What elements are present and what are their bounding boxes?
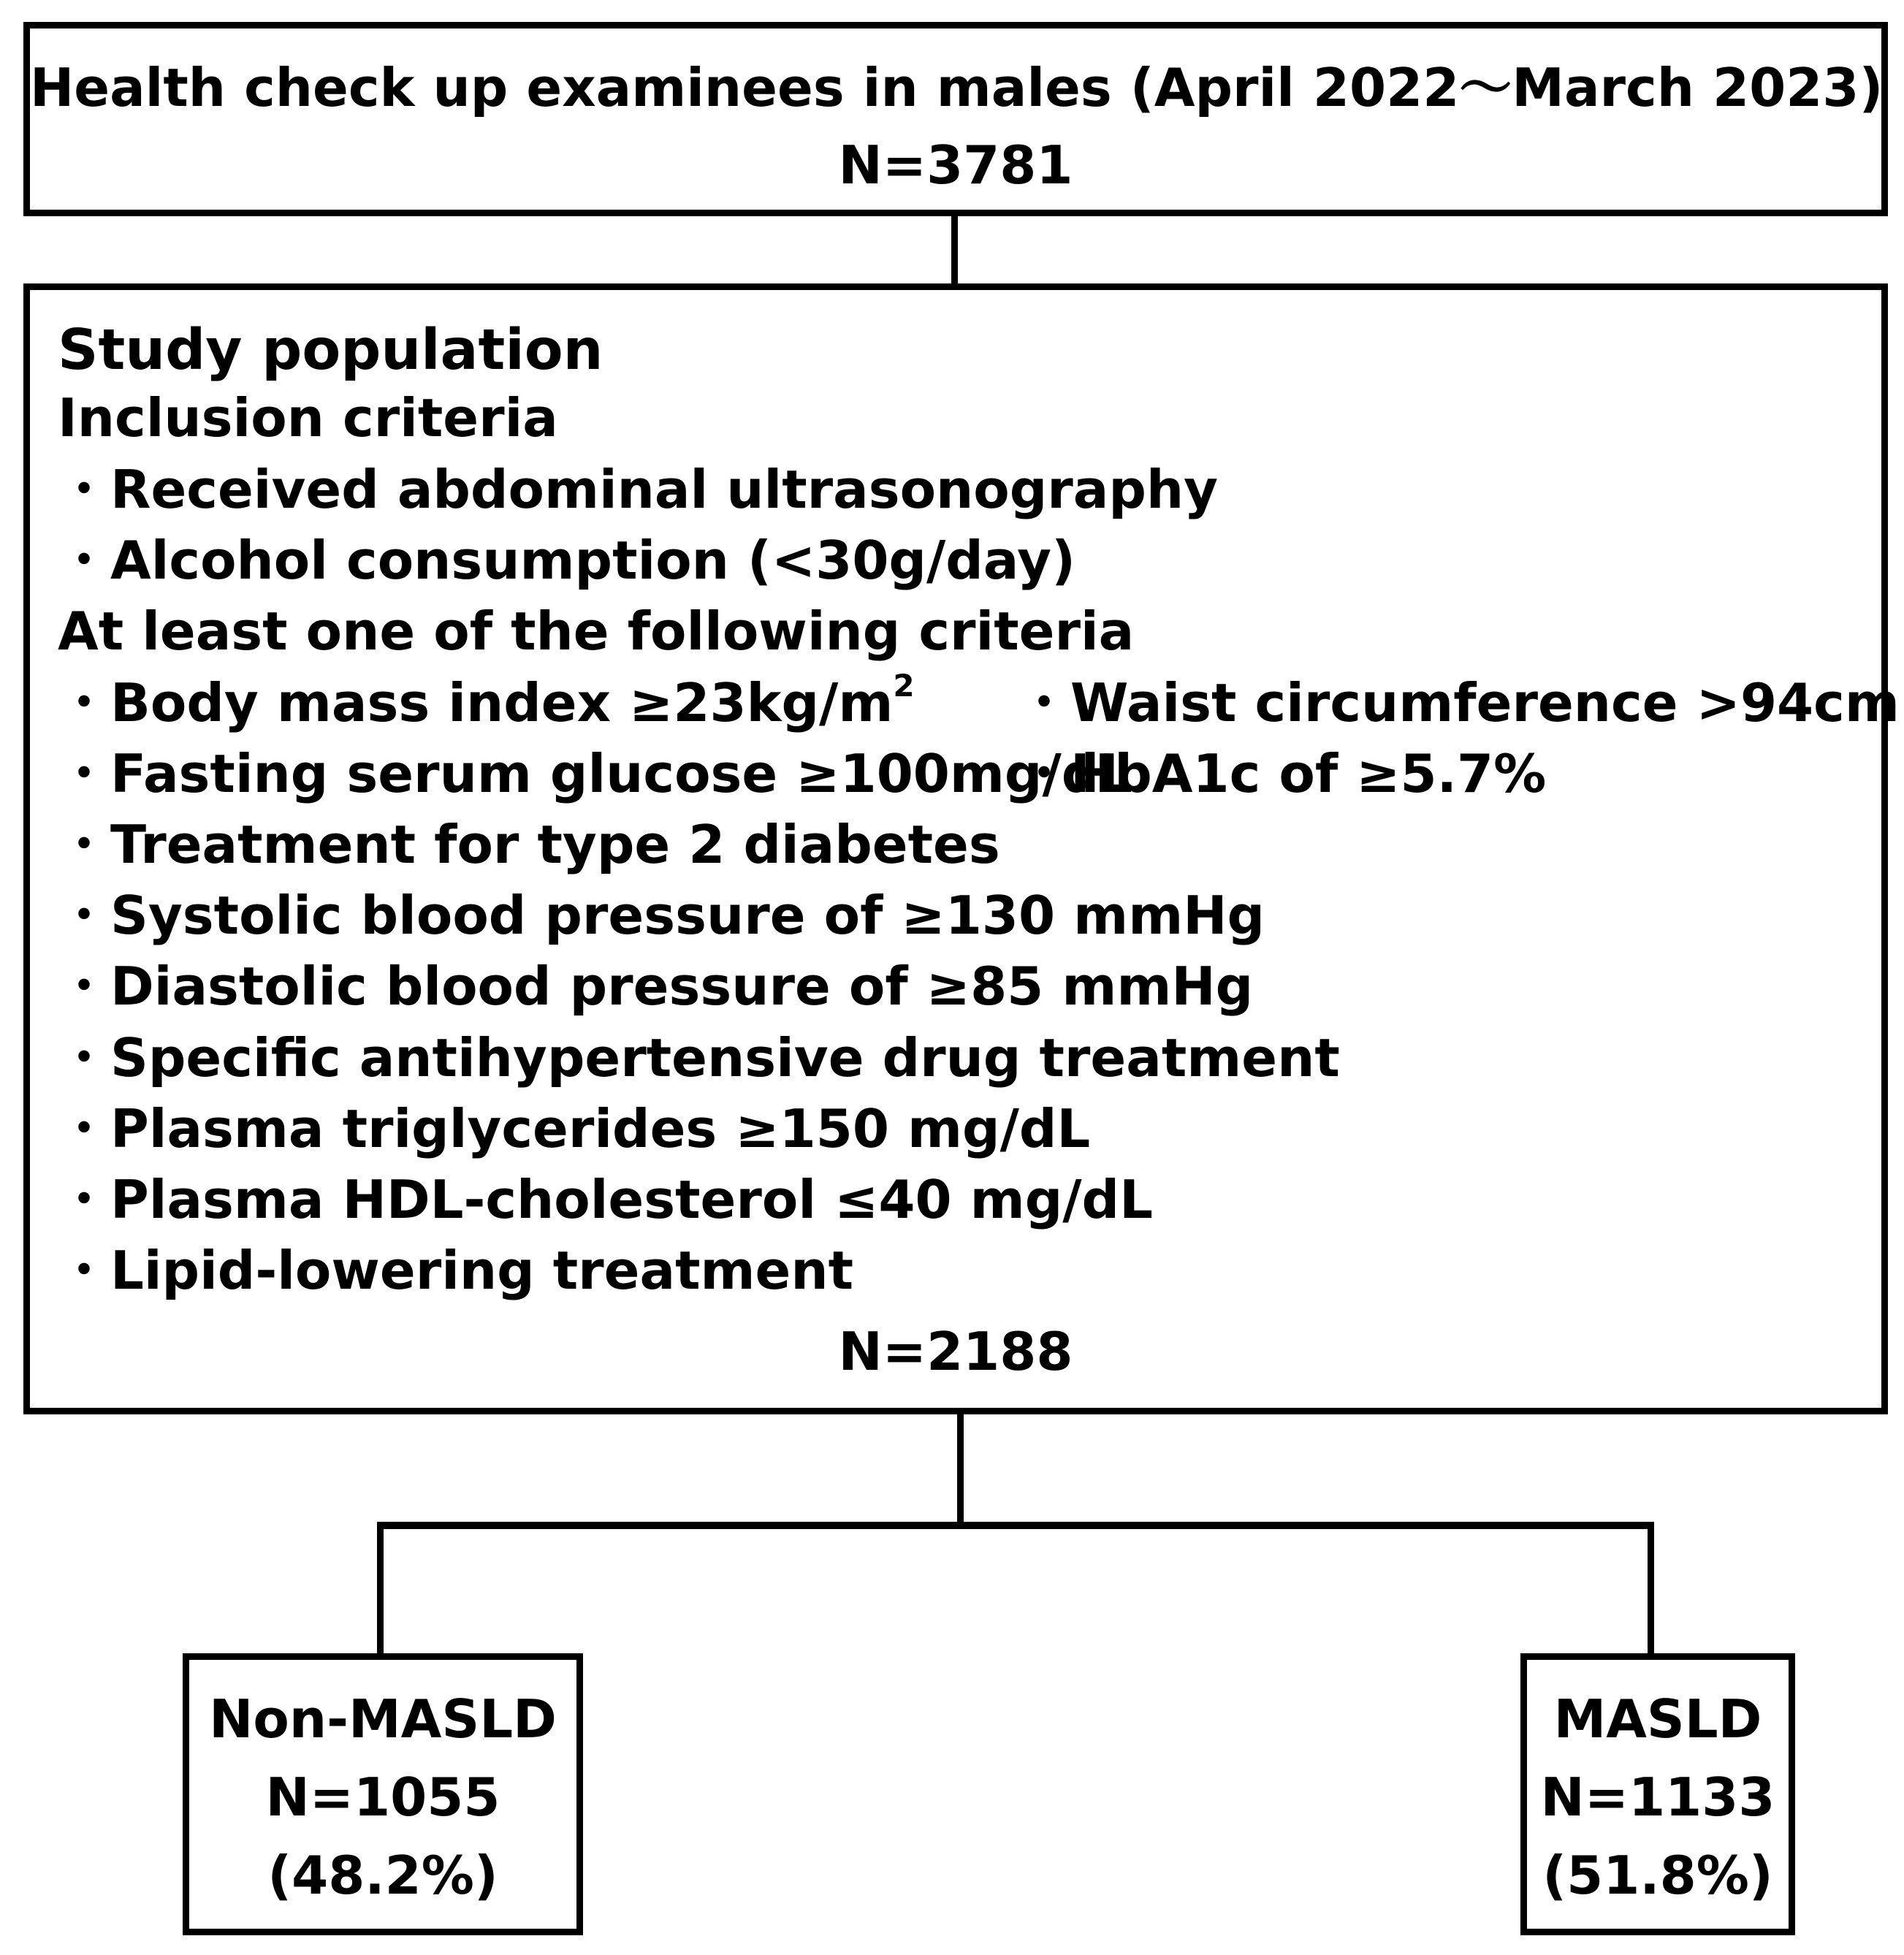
masld-box <box>1520 1653 1795 1935</box>
connector-top-to-study <box>951 216 958 283</box>
non-masld-percent: (48.2%) <box>267 1845 498 1906</box>
examinees-count: N=3781 <box>838 134 1073 196</box>
criteria-lipid: ・Lipid-lowering treatment <box>58 1240 854 1301</box>
criteria-waist: ・Waist circumference >94cm <box>1018 672 1900 733</box>
criteria-glucose: ・Fasting serum glucose ≥100mg/dL <box>58 743 1133 804</box>
non-masld-count: N=1055 <box>265 1767 500 1828</box>
masld-count: N=1133 <box>1540 1767 1775 1828</box>
criteria-bmi <box>58 670 915 736</box>
inclusion-item-alcohol: ・Alcohol consumption (<30g/day) <box>58 530 1075 591</box>
connector-branch-horizontal <box>377 1522 1654 1529</box>
inclusion-item-ultrasonography: ・Received abdominal ultrasonography <box>58 459 1219 520</box>
criteria-hdl: ・Plasma HDL-cholesterol ≤40 mg/dL <box>58 1169 1153 1230</box>
connector-to-non-masld <box>377 1522 384 1653</box>
inclusion-heading: Inclusion criteria <box>58 387 558 449</box>
criteria-hba1c: ・HbA1c of ≥5.7% <box>1018 743 1547 804</box>
criteria-antihypertensive: ・Specific antihypertensive drug treatment <box>58 1027 1340 1089</box>
connector-to-masld <box>1648 1522 1654 1653</box>
study-population-count: N=2188 <box>838 1321 1073 1382</box>
masld-percent: (51.8%) <box>1542 1845 1773 1906</box>
criteria-heading: At least one of the following criteria <box>58 601 1135 662</box>
masld-label: MASLD <box>1553 1688 1762 1750</box>
non-masld-box <box>183 1653 583 1935</box>
study-population-box <box>23 283 1900 1414</box>
examinees-box <box>23 22 1888 216</box>
criteria-diabetes: ・Treatment for type 2 diabetes <box>58 814 1000 875</box>
connector-study-down <box>957 1414 964 1525</box>
examinees-title: Health check up examinees in males (April 2022～March 2023) <box>30 57 1884 118</box>
criteria-triglycerides: ・Plasma triglycerides ≥150 mg/dL <box>58 1098 1091 1159</box>
criteria-bmi-text: ・Body mass index ≥23kg/m <box>58 672 894 733</box>
study-population-title: Study population <box>58 318 603 383</box>
criteria-diastolic: ・Diastolic blood pressure of ≥85 mmHg <box>58 956 1254 1017</box>
non-masld-label: Non-MASLD <box>209 1688 557 1750</box>
criteria-bmi-superscript: 2 <box>893 668 915 704</box>
criteria-systolic: ・Systolic blood pressure of ≥130 mmHg <box>58 885 1265 946</box>
